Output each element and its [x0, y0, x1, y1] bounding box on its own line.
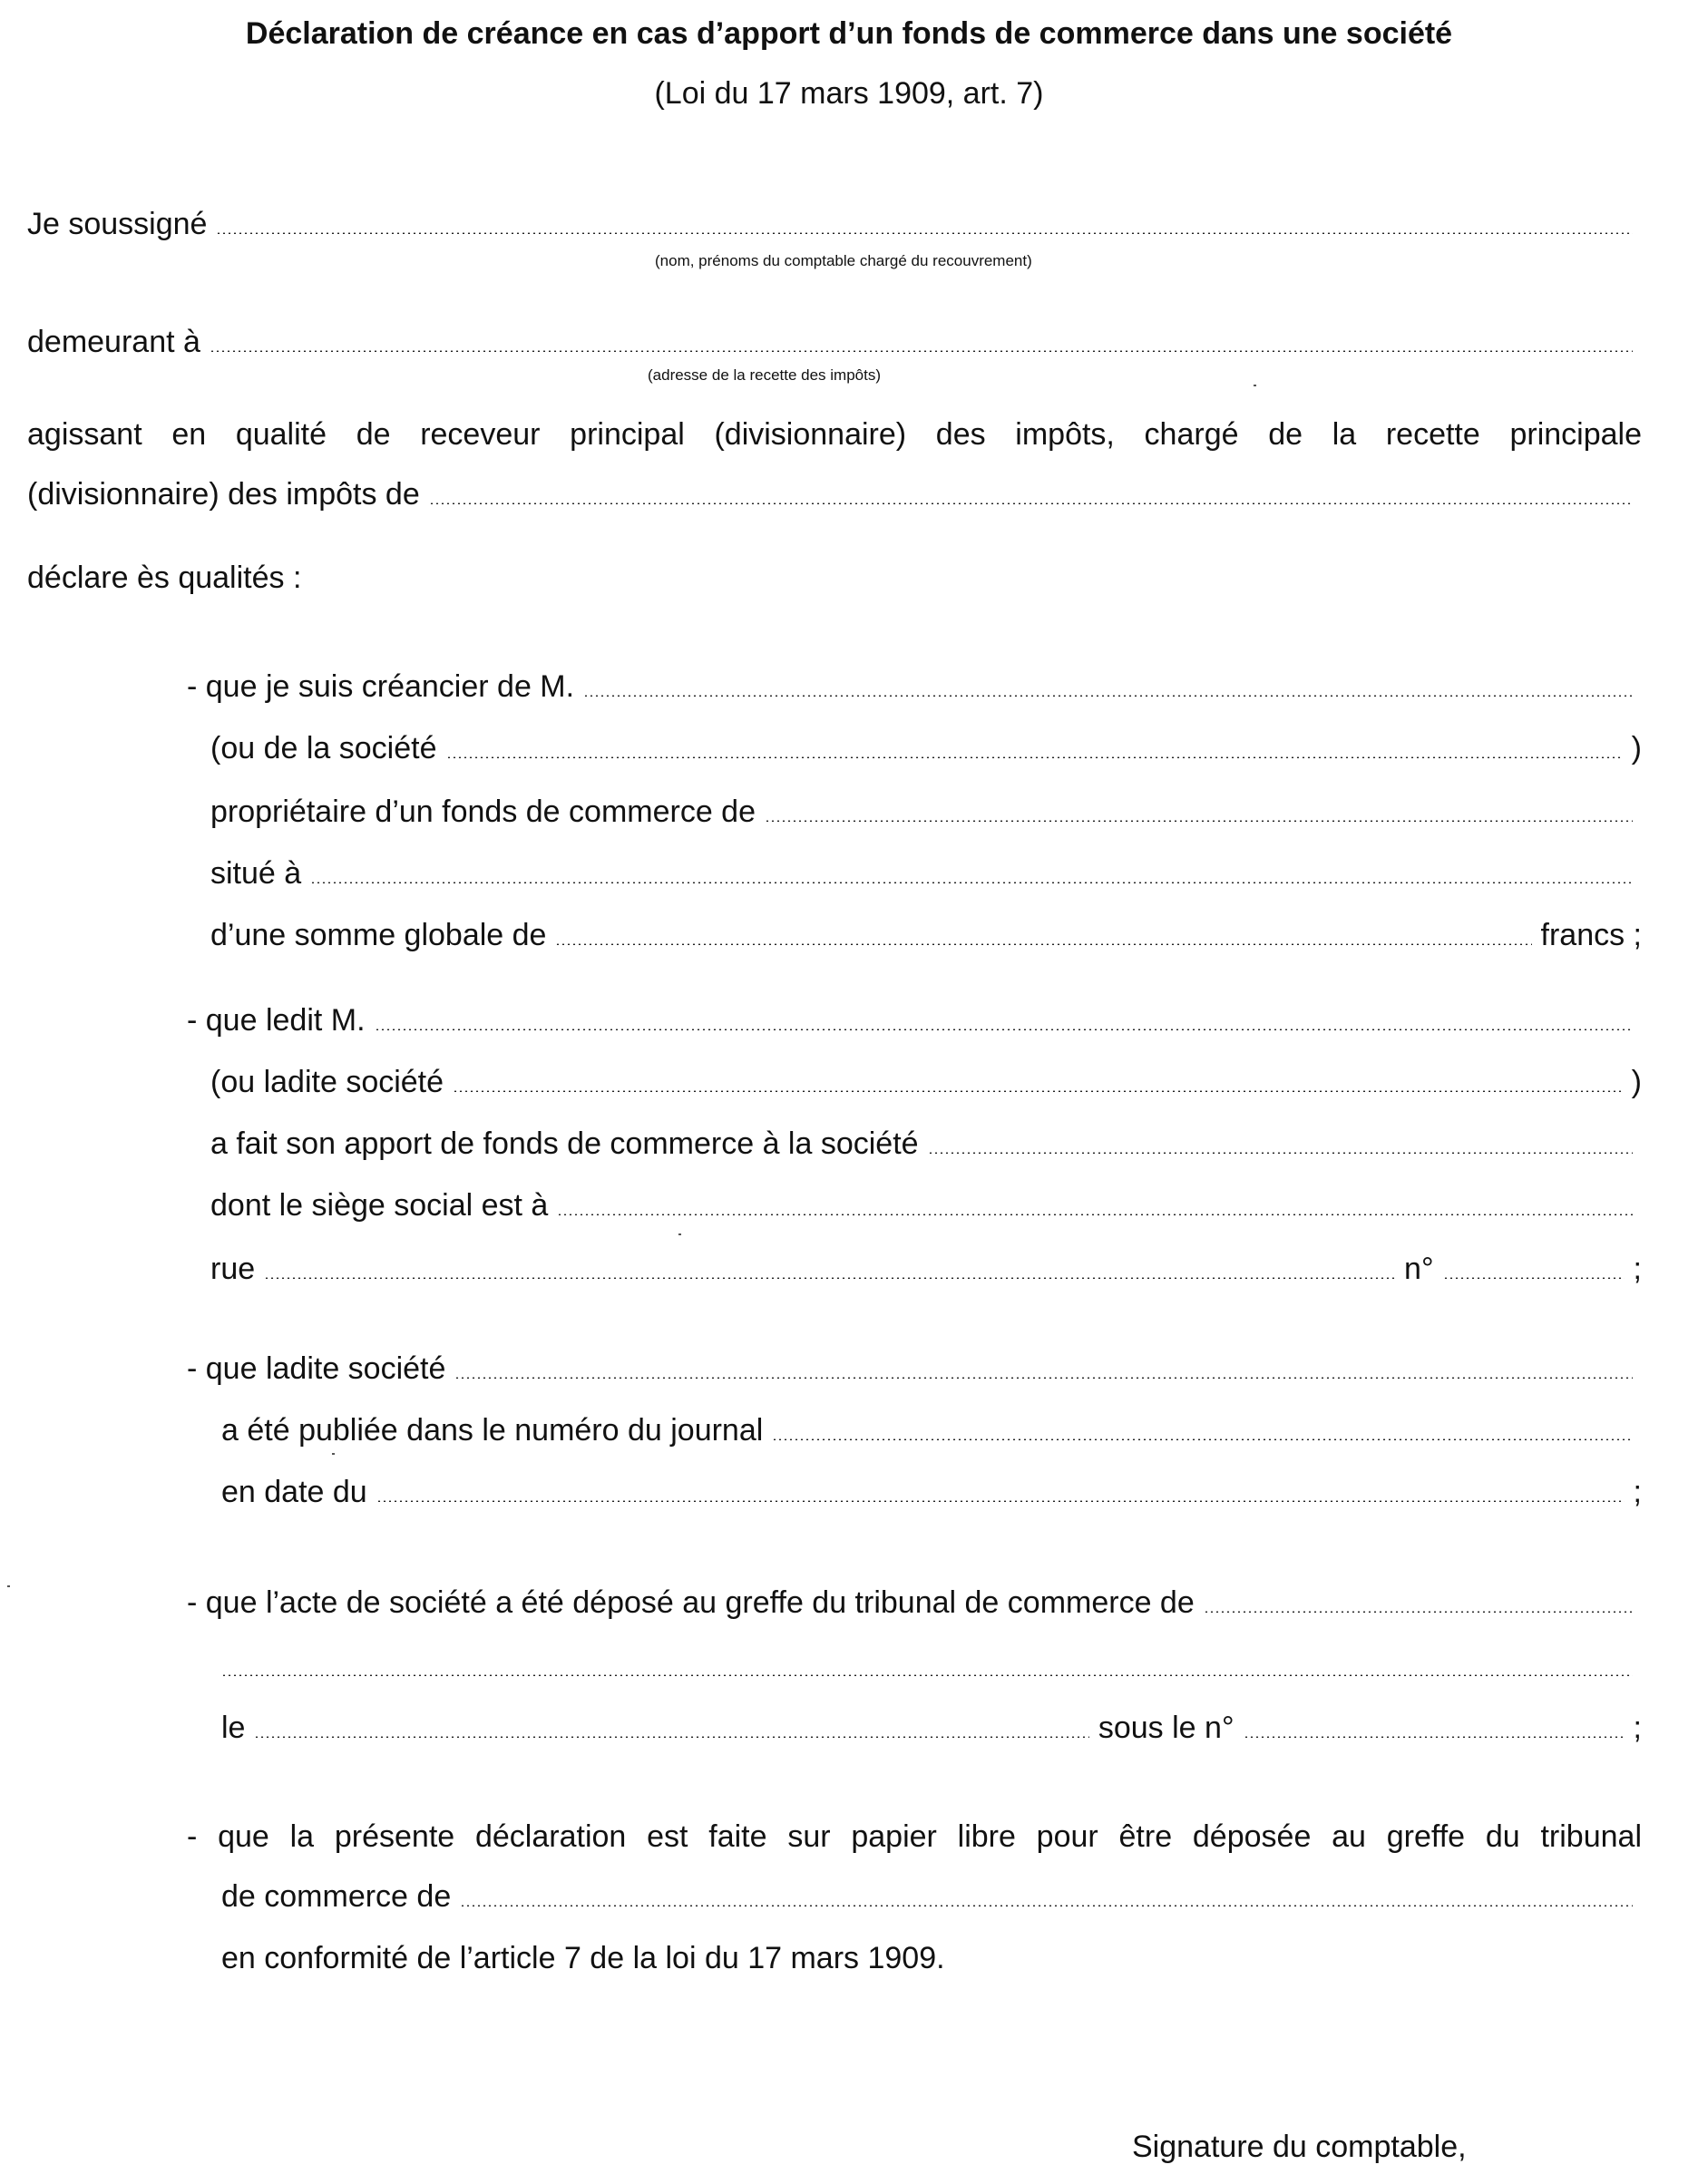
text-presente: - que la présente déclaration est faite sur papier libre pour être déposée au greffe du tribunal: [187, 1819, 1642, 1854]
label-francs: francs ;: [1540, 918, 1642, 952]
label-je-soussigne: Je soussigné: [27, 207, 208, 241]
row-demeurant: [27, 323, 1642, 361]
label-ledit: - que ledit M.: [187, 1003, 366, 1038]
label-creancier: - que je suis créancier de M.: [187, 669, 575, 704]
field-situe-a[interactable]: [310, 882, 1633, 883]
semicolon: ;: [1633, 1711, 1642, 1745]
scan-speck: [678, 1233, 681, 1235]
text-conformite: en conformité de l’article 7 de la loi du 17 mars 1909.: [221, 1941, 945, 1975]
form-subtitle: (Loi du 17 mars 1909, art. 7): [654, 76, 1044, 111]
row-en-date: [221, 1473, 1642, 1511]
label-en-date: en date du: [221, 1475, 367, 1509]
row-proprietaire: [210, 793, 1642, 831]
field-numero-journal[interactable]: [772, 1438, 1633, 1440]
row-creancier: [187, 668, 1642, 706]
label-apport: a fait son apport de fonds de commerce à la société: [210, 1126, 919, 1161]
row-ledit: [187, 1001, 1642, 1039]
field-creancier-de[interactable]: [583, 695, 1633, 697]
close-paren: ): [1631, 1065, 1642, 1099]
row-ou-societe: [210, 729, 1642, 767]
field-date-depot[interactable]: [254, 1736, 1088, 1738]
label-divisionnaire: (divisionnaire) des impôts de: [27, 477, 420, 512]
semicolon: ;: [1633, 1475, 1642, 1509]
field-en-date-du[interactable]: [376, 1500, 1625, 1502]
field-ledit-m[interactable]: [375, 1029, 1633, 1030]
row-je-soussigne: [27, 205, 1642, 243]
semicolon: ;: [1633, 1252, 1642, 1286]
field-fonds-de-commerce[interactable]: [765, 820, 1633, 822]
label-siege: dont le siège social est à: [210, 1188, 549, 1223]
row-ou-ladite: [210, 1063, 1642, 1101]
label-numero: n°: [1404, 1252, 1434, 1286]
field-siege-social[interactable]: [557, 1214, 1633, 1215]
row-commerce-de: [221, 1877, 1642, 1916]
field-adresse[interactable]: [210, 350, 1633, 352]
field-somme-globale[interactable]: [555, 943, 1531, 945]
field-ladite-societe-publiee[interactable]: [454, 1377, 1633, 1379]
row-publiee: [221, 1411, 1642, 1449]
row-situe: [210, 854, 1642, 892]
field-rue[interactable]: [264, 1277, 1395, 1279]
field-tribunal-commerce[interactable]: [1204, 1611, 1633, 1613]
scan-speck: [1254, 385, 1256, 386]
label-commerce-de: de commerce de: [221, 1879, 452, 1914]
row-divisionnaire: [27, 475, 1642, 513]
scan-speck: [7, 1585, 10, 1587]
label-sous-le-n: sous le n°: [1098, 1711, 1234, 1745]
label-acte: - que l’acte de société a été déposé au greffe du tribunal de commerce de: [187, 1585, 1195, 1620]
text-agissant: agissant en qualité de receveur principal (divisionnaire) des impôts, chargé de la recette principale: [27, 417, 1642, 452]
row-ladite: [187, 1350, 1642, 1388]
field-ladite-societe[interactable]: [453, 1090, 1623, 1092]
label-rue: rue: [210, 1252, 256, 1286]
form-title: Déclaration de créance en cas d’apport d’un fonds de commerce dans une société: [245, 16, 1453, 51]
scan-speck: [332, 1453, 335, 1455]
text-declare: déclare ès qualités :: [27, 561, 302, 595]
label-somme: d’une somme globale de: [210, 918, 547, 952]
label-proprietaire: propriétaire d’un fonds de commerce de: [210, 795, 756, 829]
signature-label: Signature du comptable,: [1132, 2130, 1467, 2164]
row-acte-continued: [221, 1647, 1642, 1685]
field-societe[interactable]: [446, 756, 1623, 758]
row-rue: [210, 1250, 1642, 1288]
field-nom-prenoms[interactable]: [216, 232, 1633, 234]
row-siege: [210, 1186, 1642, 1224]
field-tribunal-commerce-continued[interactable]: [221, 1674, 1633, 1676]
field-impots-de[interactable]: [429, 502, 1633, 504]
close-paren: ): [1631, 731, 1642, 765]
label-publiee: a été publiée dans le numéro du journal: [221, 1413, 764, 1448]
label-ou-ladite: (ou ladite société: [210, 1065, 444, 1099]
label-ou-societe: (ou de la société: [210, 731, 437, 765]
field-greffe-commerce[interactable]: [460, 1905, 1633, 1906]
row-acte: [187, 1584, 1642, 1622]
row-le: [221, 1709, 1642, 1747]
row-apport: [210, 1125, 1642, 1163]
hint-nom-prenoms: (nom, prénoms du comptable chargé du recouvrement): [655, 252, 1032, 269]
label-ladite: - que ladite société: [187, 1351, 446, 1386]
label-situe: situé à: [210, 856, 302, 891]
label-demeurant: demeurant à: [27, 325, 200, 359]
field-numero-depot[interactable]: [1244, 1736, 1625, 1738]
label-le: le: [221, 1711, 246, 1745]
field-apport-societe[interactable]: [928, 1152, 1633, 1154]
field-numero[interactable]: [1443, 1277, 1625, 1279]
hint-adresse: (adresse de la recette des impôts): [648, 366, 882, 384]
row-somme: [210, 916, 1642, 954]
